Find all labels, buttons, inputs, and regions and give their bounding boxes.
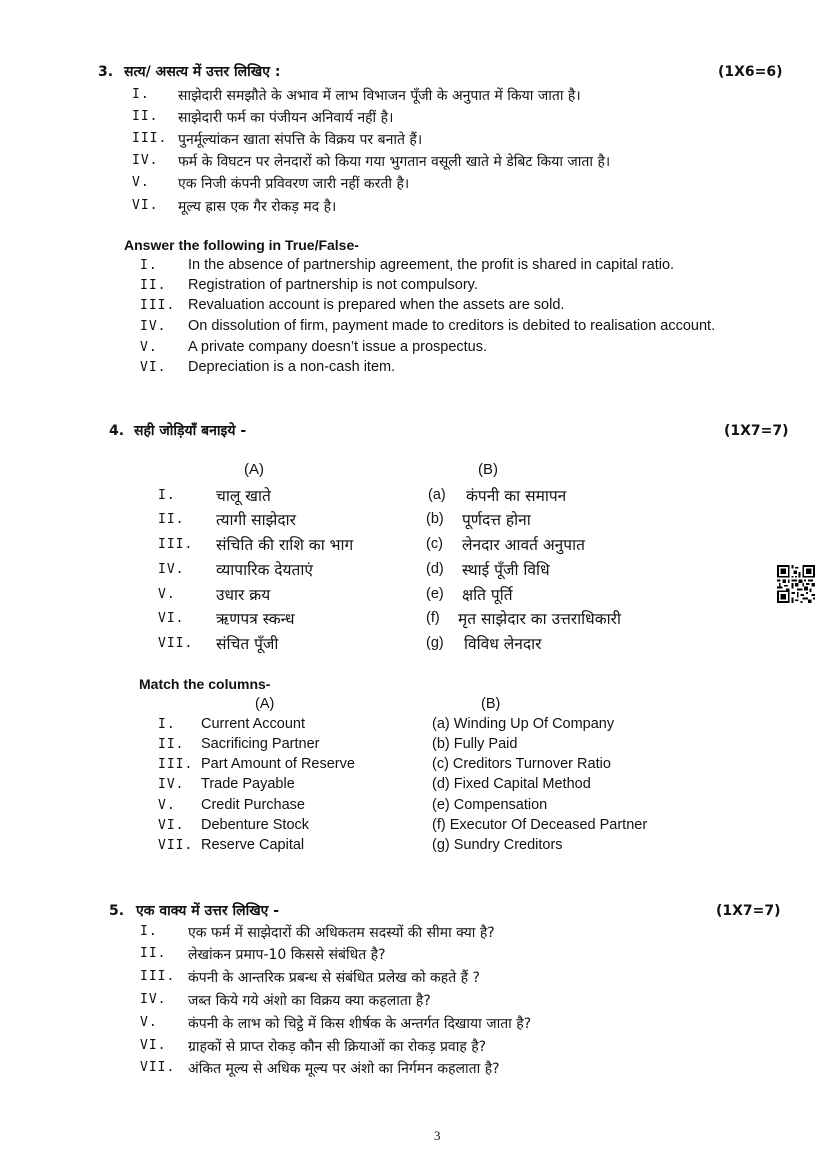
q5-number: 5. (109, 903, 125, 919)
column-a-item: Reserve Capital (201, 837, 305, 853)
item-number: I. (158, 488, 176, 503)
q3-english-heading: Answer the following in True/False- (124, 237, 359, 253)
column-a-item: ऋणपत्र स्कन्ध (216, 610, 295, 628)
item-number: III. (140, 298, 176, 313)
item-number: IV. (140, 992, 167, 1007)
page-number: 3 (434, 1128, 441, 1143)
column-b-header: (B) (478, 461, 498, 478)
item-text: Depreciation is a non-cash item. (188, 359, 396, 375)
q4-english-heading: Match the columns- (139, 676, 271, 692)
item-number: V. (158, 798, 176, 813)
column-a-item: Trade Payable (201, 776, 295, 792)
item-number: III. (140, 969, 176, 984)
column-b-item: (g) Sundry Creditors (432, 837, 563, 853)
column-b-item: (e) Compensation (432, 797, 548, 813)
item-text: एक निजी कंपनी प्रविवरण जारी नहीं करती है। (178, 176, 410, 192)
item-text: मूल्य ह्रास एक गैर रोकड़ मद है। (178, 199, 337, 215)
item-number: VI. (158, 611, 185, 626)
item-text: पुनर्मूल्यांकन खाता संपत्ति के विक्रय पर बनाते हैं। (178, 132, 423, 148)
column-b-item: मृत साझेदार का उत्तराधिकारी (458, 610, 621, 628)
q3-number: 3. (98, 64, 114, 80)
column-b-item: (c) Creditors Turnover Ratio (432, 756, 611, 772)
item-number: IV. (140, 319, 167, 334)
column-b-letter: (d) (426, 561, 444, 577)
column-b-letter: (g) (426, 635, 444, 651)
column-b-item: पूर्णदत्त होना (462, 511, 531, 529)
item-text: Registration of partnership is not compulsory. (188, 277, 478, 293)
column-b-letter: (e) (426, 586, 444, 602)
item-number: I. (132, 87, 150, 102)
item-number: III. (158, 537, 194, 552)
item-number: V. (140, 1015, 158, 1030)
item-number: VII. (158, 636, 194, 651)
item-number: IV. (158, 777, 185, 792)
english-column-b-header: (B) (481, 696, 501, 712)
item-number: I. (140, 258, 158, 273)
column-a-item: Sacrificing Partner (201, 736, 320, 752)
item-text: लेखांकन प्रमाप-10 किससे संबंधित है? (188, 947, 386, 963)
item-number: IV. (158, 562, 185, 577)
item-number: V. (158, 587, 176, 602)
item-number: III. (132, 131, 168, 146)
q4-number: 4. (109, 423, 125, 439)
column-a-item: संचित पूँजी (216, 635, 279, 653)
column-a-item: Part Amount of Reserve (201, 756, 355, 772)
column-b-letter: (c) (426, 536, 443, 552)
item-text: Revaluation account is prepared when the assets are sold. (188, 297, 565, 313)
qr-code-icon (777, 565, 815, 603)
item-number: I. (140, 924, 158, 939)
column-b-item: (b) Fully Paid (432, 736, 518, 752)
english-column-a-header: (A) (255, 696, 275, 712)
q3-marks: (1X6=6) (718, 64, 783, 80)
column-a-item: त्यागी साझेदार (216, 511, 296, 529)
item-text: कंपनी के लाभ को चिट्ठे में किस शीर्षक के अन्तर्गत दिखाया जाता है? (188, 1016, 532, 1032)
item-text: कंपनी के आन्तरिक प्रबन्ध से संबंधित प्रलेख को कहते हैं ? (188, 970, 480, 986)
q4-heading: सही जोड़ियाँ बनाइये - (134, 423, 247, 439)
item-number: II. (140, 946, 167, 961)
item-text: एक फर्म में साझेदारों की अधिकतम सदस्यों की सीमा क्या है? (188, 925, 495, 941)
column-b-item: (f) Executor Of Deceased Partner (432, 817, 648, 833)
column-a-header: (A) (244, 461, 264, 478)
item-number: VI. (140, 360, 167, 375)
column-b-item: क्षति पूर्ति (462, 586, 513, 604)
item-text: On dissolution of firm, payment made to creditors is debited to realisation account. (188, 318, 716, 334)
column-b-item: (a) Winding Up Of Company (432, 716, 615, 732)
item-number: VII. (158, 838, 194, 853)
column-a-item: Credit Purchase (201, 797, 305, 813)
column-b-letter: (f) (426, 610, 440, 626)
item-number: V. (132, 175, 150, 190)
q5-heading: एक वाक्य में उत्तर लिखिए - (136, 903, 280, 919)
column-a-item: संचिति की राशि का भाग (216, 536, 354, 554)
column-b-item: (d) Fixed Capital Method (432, 776, 591, 792)
item-text: In the absence of partnership agreement, the profit is shared in capital ratio. (188, 257, 675, 273)
item-number: VI. (140, 1038, 167, 1053)
column-b-item: कंपनी का समापन (466, 487, 567, 505)
q4-marks: (1X7=7) (724, 423, 789, 439)
item-text: साझेदारी फर्म का पंजीयन अनिवार्य नहीं है। (178, 110, 394, 126)
item-number: VII. (140, 1060, 176, 1075)
item-text: A private company doesn’t issue a prospectus. (188, 339, 488, 355)
item-number: II. (132, 109, 159, 124)
column-a-item: Debenture Stock (201, 817, 310, 833)
item-number: II. (158, 512, 185, 527)
item-number: II. (140, 278, 167, 293)
column-b-item: विविध लेनदार (464, 635, 542, 653)
column-a-item: चालू खाते (216, 487, 271, 505)
column-b-item: लेनदार आवर्त अनुपात (462, 536, 585, 554)
item-text: अंकित मूल्य से अधिक मूल्य पर अंशो का निर्गमन कहलाता है? (188, 1061, 500, 1077)
item-number: II. (158, 737, 185, 752)
item-number: I. (158, 717, 176, 732)
item-number: VI. (132, 198, 159, 213)
item-number: VI. (158, 818, 185, 833)
column-b-letter: (a) (428, 487, 446, 503)
item-number: V. (140, 340, 158, 355)
q3-heading: सत्य/ असत्य में उत्तर लिखिए : (124, 64, 281, 80)
column-a-item: व्यापारिक देयताएं (216, 561, 313, 579)
item-text: साझेदारी समझौते के अभाव में लाभ विभाजन पूँजी के अनुपात में किया जाता है। (178, 88, 581, 104)
column-a-item: Current Account (201, 716, 305, 732)
item-text: जब्त किये गये अंशो का विक्रय क्या कहलाता है? (188, 993, 431, 1009)
q5-marks: (1X7=7) (716, 903, 781, 919)
item-number: IV. (132, 153, 159, 168)
item-number: III. (158, 757, 194, 772)
item-text: फर्म के विघटन पर लेनदारों को किया गया भुगतान वसूली खाते मे डेबिट किया जाता है। (178, 154, 611, 170)
column-b-item: स्थाई पूँजी विधि (462, 561, 550, 579)
column-a-item: उधार क्रय (216, 586, 271, 604)
item-text: ग्राहकों से प्राप्त रोकड़ कौन सी क्रियाओं का रोकड़ प्रवाह है? (188, 1039, 487, 1055)
column-b-letter: (b) (426, 511, 444, 527)
